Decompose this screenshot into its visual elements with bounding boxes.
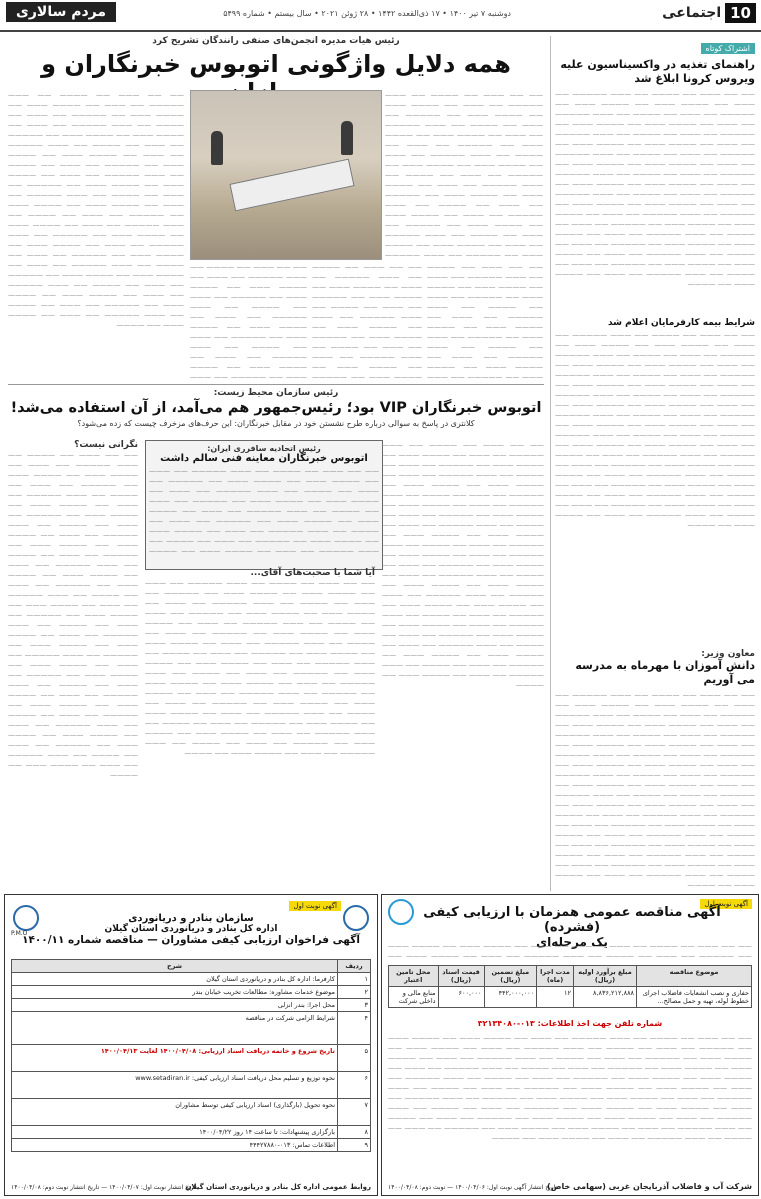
cell: ۱۲ <box>537 987 574 1008</box>
ad-left-dates: تاریخ انتشار نوبت اول: ۱۴۰۰/۰۴/۰۷ — تاریخ انتشار نوبت دوم: ۱۴۰۰/۰۴/۰۸ <box>11 1184 197 1191</box>
pmo-logo-icon <box>343 905 369 931</box>
right-subhead: شرایط بیمه کارفرمایان اعلام شد <box>607 318 755 328</box>
cell: موضوع خدمات مشاوره: مطالعات تخریب خیابان بندر <box>12 986 338 999</box>
right-headline: راهنمای تغذیه در واکسیناسیون علیه ویروس کرونا ابلاغ شد <box>560 58 755 85</box>
cell: تاریخ شروع و خاتمه دریافت اسناد ارزیابی: ۱۴۰۰/۰۴/۰۸ لغایت ۱۴۰۰/۰۴/۱۳ <box>12 1045 338 1072</box>
cell: حفاری و نصب انشعابات فاضلاب اجرای خطوط لوله، تهیه و حمل مصالح... <box>637 987 752 1008</box>
ad-right <box>381 894 759 1196</box>
cell: نحوه تحویل (بارگذاری) اسناد ارزیابی کیفی توسط مشاوران <box>12 1099 338 1126</box>
cell: بارگزاری پیشنهادات: تا ساعت ۱۴ روز ۱۴۰۰/۰۴/۲۲ <box>12 1126 338 1139</box>
cell: ۳ <box>338 999 371 1012</box>
person-figure <box>211 131 223 165</box>
column-tag: اشتراک کوتاه <box>701 43 755 54</box>
ad-badge: آگهی نوبت اول <box>700 899 752 909</box>
section-label <box>662 3 756 23</box>
cell: ۴۴۲,۰۰۰,۰۰۰ <box>484 987 537 1008</box>
cell: کارفرما: اداره کل بنادر و دریانوردی استان گیلان <box>12 973 338 986</box>
main-body-col-b3 <box>427 262 543 380</box>
vip-story <box>8 384 544 428</box>
cell: ۵ <box>338 1045 371 1072</box>
vip-col-mid-text <box>145 578 375 870</box>
ad-left-head <box>11 899 371 946</box>
ad-right-footer: شرکت آب و فاضلاب آذربایجان غربی (سهامی خاص) <box>547 1182 752 1191</box>
ad-left-footer: روابط عمومی اداره کل بنادر و دریانوردی استان گیلان <box>185 1183 371 1191</box>
issue-number: 10 <box>725 3 756 23</box>
cell: ۹ <box>338 1139 371 1152</box>
accident-photo <box>190 90 382 260</box>
section-name: اجتماعی <box>662 5 722 21</box>
page-header <box>0 0 761 32</box>
right-body-1 <box>555 89 755 314</box>
right-bottom-headline: دانش آموزان با مهرماه به مدرسه می آوریم <box>575 659 755 686</box>
th-row: ردیف <box>338 960 371 973</box>
right-bottom-kicker: معاون وزیر: <box>701 649 755 659</box>
vip-col-mid <box>145 568 375 872</box>
ad-left <box>4 894 378 1196</box>
dateline: دوشنبه ۷ تیر ۱۴۰۰ • ۱۷ ذی‌القعده ۱۴۴۲ • ۲۸ ژوئن ۲۰۲۱ • سال بیستم • شماره ۵۴۹۹ <box>223 9 511 18</box>
ad-title: آگهی فراخوان ارزیابی کیفی مشاوران — مناقصه شماره ۱۴۰۰/۱۱ <box>22 934 360 946</box>
ad-right-table <box>388 965 752 1008</box>
person-figure <box>341 121 353 155</box>
right-body-2 <box>555 330 755 645</box>
th-desc: شرح <box>12 960 338 973</box>
main-body-col-b1 <box>190 262 307 380</box>
ad-right-red-note: شماره تلفن جهت اخذ اطلاعات: ۰۱۳-۳۲۱۳۴۰۸۰ <box>477 1019 663 1028</box>
main-body-col-left <box>8 90 184 380</box>
vip-question: نگرانی نیست؟ <box>74 440 138 450</box>
cell: ۲ <box>338 986 371 999</box>
main-body-col-b2 <box>312 262 422 380</box>
ad-right-title: آگهی مناقصه عمومی همزمان با ارزیابی کیفی (فشرده) <box>423 905 721 935</box>
th: قیمت اسناد (ریال) <box>438 966 484 987</box>
ad-left-table <box>11 959 371 1152</box>
vip-col-left <box>8 440 138 872</box>
ad-right-intro <box>388 941 752 961</box>
th: مدت اجرا (ماه) <box>537 966 574 987</box>
vip-col-right <box>382 440 544 872</box>
cell: ۸ <box>338 1126 371 1139</box>
cell: محل اجرا: بندر انزلی <box>12 999 338 1012</box>
cell: ۸,۸۳۶,۲۱۲,۸۸۸ <box>573 987 636 1008</box>
right-body-3 <box>555 690 755 908</box>
th: محل تامین اعتبار <box>389 966 439 987</box>
vip-question-2: آیا شما با صحبت‌های آقای... <box>250 568 375 578</box>
cell: اطلاعات تماس: ۰۱۳-۴۴۴۲۷۸۸۰ <box>12 1139 338 1152</box>
ad-org-sub: اداره کل بنادر و دریانوردی استان گیلان <box>104 924 278 934</box>
cell: ۴ <box>338 1012 371 1045</box>
cell: ۷ <box>338 1099 371 1126</box>
main-kicker: رئیس هیات مدیره انجمن‌های صنفی رانندگان تشریح کرد <box>152 36 400 46</box>
pmo-logo-icon <box>13 905 39 931</box>
newspaper-brand: مردم سالاری <box>6 2 116 22</box>
box-kicker: رئیس اتحادیه سافرری ایران: <box>207 444 321 453</box>
water-company-logo-icon <box>388 899 414 925</box>
cell: شرایط الزامی شرکت در مناقصه <box>12 1012 338 1045</box>
ad-right-subtitle: یک مرحله‌ای <box>536 935 608 949</box>
overturned-bus <box>229 159 354 212</box>
ad-right-body <box>388 1033 752 1165</box>
ad-org: سازمان بنادر و دریانوردی <box>128 913 254 924</box>
cell: ۱ <box>338 973 371 986</box>
vip-col-left-text <box>8 450 138 870</box>
th: موضوع مناقصه <box>637 966 752 987</box>
cell: ۶ <box>338 1072 371 1099</box>
vip-subhead: کلانتری در پاسخ به سوالی درباره طرح نشستن خود در مقابل خبرنگاران: این حرف‌های مزخرف چیست که زده می‌شود؟ <box>77 419 475 428</box>
cell: نحوه توزیع و تسلیم محل دریافت اسناد ارزیابی کیفی: www.setadiran.ir <box>12 1072 338 1099</box>
info-box <box>145 440 383 570</box>
main-body-col-right <box>385 90 543 258</box>
right-column <box>550 36 755 891</box>
ad-badge: آگهی نوبت اول <box>289 901 341 911</box>
box-headline: اتوبوس خبرنگاران معاینه فنی سالم داشت <box>160 453 368 464</box>
th: مبلغ برآورد اولیه (ریال) <box>573 966 636 987</box>
main-headline: همه دلایل واژگونی اتوبوس خبرنگاران و <box>41 50 511 78</box>
vip-headline: اتوبوس خبرنگاران VIP بود؛ رئیس‌جمهور هم می‌آمد، از آن استفاده می‌شد! <box>10 400 542 416</box>
cell: منابع مالی و داخلی شرکت <box>389 987 439 1008</box>
pmo-caption: P.M.O <box>11 930 28 937</box>
cell: ۶۰۰,۰۰۰ <box>438 987 484 1008</box>
th: مبلغ تضمین (ریال) <box>484 966 537 987</box>
box-text <box>149 466 379 554</box>
ad-right-dates: تاریخ انتشار آگهی نوبت اول: ۱۴۰۰/۰۴/۰۶ — نوبت دوم: ۱۴۰۰/۰۴/۰۸ <box>388 1184 558 1191</box>
vip-kicker: رئیس سازمان محیط زیست: <box>213 388 339 398</box>
